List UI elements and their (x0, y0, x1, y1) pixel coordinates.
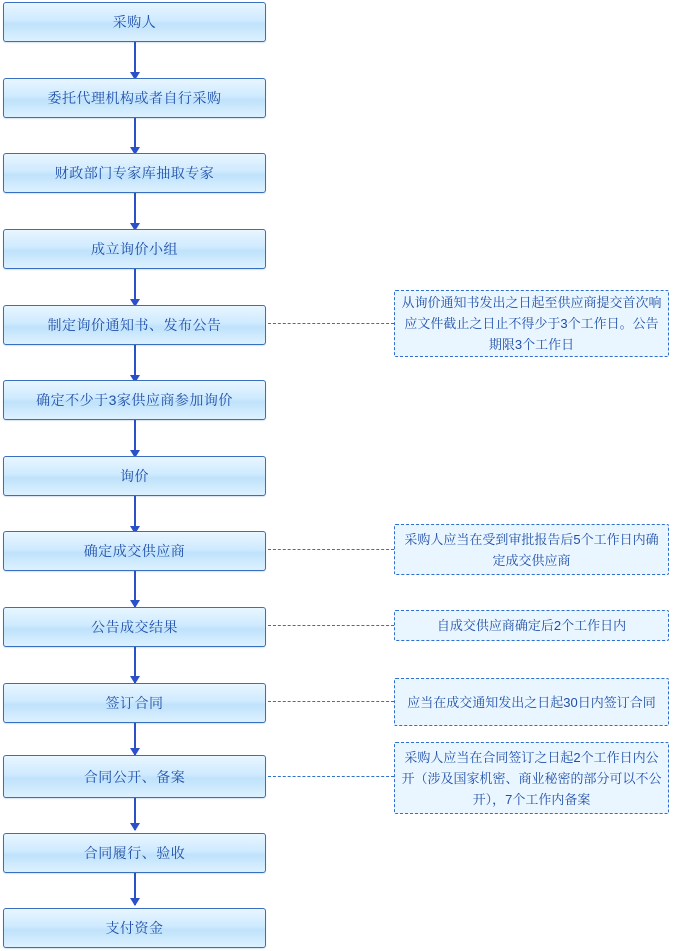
flow-node-payment[interactable]: 支付资金 (3, 908, 266, 948)
flow-node-select-experts[interactable]: 财政部门专家库抽取专家 (3, 153, 266, 193)
flow-node-contract-performance-acceptance[interactable]: 合同履行、验收 (3, 833, 266, 873)
flow-node-make-inquiry-notice[interactable]: 制定询价通知书、发布公告 (3, 305, 266, 345)
flow-node-announce-result[interactable]: 公告成交结果 (3, 607, 266, 647)
note-determine-supplier-deadline: 采购人应当在受到审批报告后5个工作日内确定成交供应商 (394, 524, 669, 575)
note-announce-result-deadline: 自成交供应商确定后2个工作日内 (394, 610, 669, 641)
arrowhead-n12-n13 (130, 898, 140, 906)
arrowhead-n11-n12 (130, 823, 140, 831)
connector-n9-note3 (268, 625, 394, 626)
flow-node-contract-disclosure-filing[interactable]: 合同公开、备案 (3, 755, 266, 798)
flow-node-determine-winning-supplier[interactable]: 确定成交供应商 (3, 531, 266, 571)
note-sign-contract-deadline: 应当在成交通知发出之日起30日内签订合同 (394, 678, 669, 726)
connector-n10-note4 (268, 701, 394, 702)
flow-node-form-inquiry-group[interactable]: 成立询价小组 (3, 229, 266, 269)
flow-node-inquiry[interactable]: 询价 (3, 456, 266, 496)
flow-node-entrust-agency[interactable]: 委托代理机构或者自行采购 (3, 78, 266, 118)
connector-n5-note1 (268, 323, 394, 324)
connector-n11-note5 (268, 776, 394, 777)
note-inquiry-notice-deadline: 从询价通知书发出之日起至供应商提交首次响应文件截止之日止不得少于3个工作日。公告期限3个工作日 (394, 290, 669, 357)
flow-node-sign-contract[interactable]: 签订合同 (3, 683, 266, 723)
connector-n8-note2 (268, 549, 394, 550)
flow-node-purchaser[interactable]: 采购人 (3, 2, 266, 42)
flow-node-confirm-suppliers[interactable]: 确定不少于3家供应商参加询价 (3, 380, 266, 420)
note-contract-disclosure-deadline: 采购人应当在合同签订之日起2个工作日内公开（涉及国家机密、商业秘密的部分可以不公开），7个工作内备案 (394, 742, 669, 814)
